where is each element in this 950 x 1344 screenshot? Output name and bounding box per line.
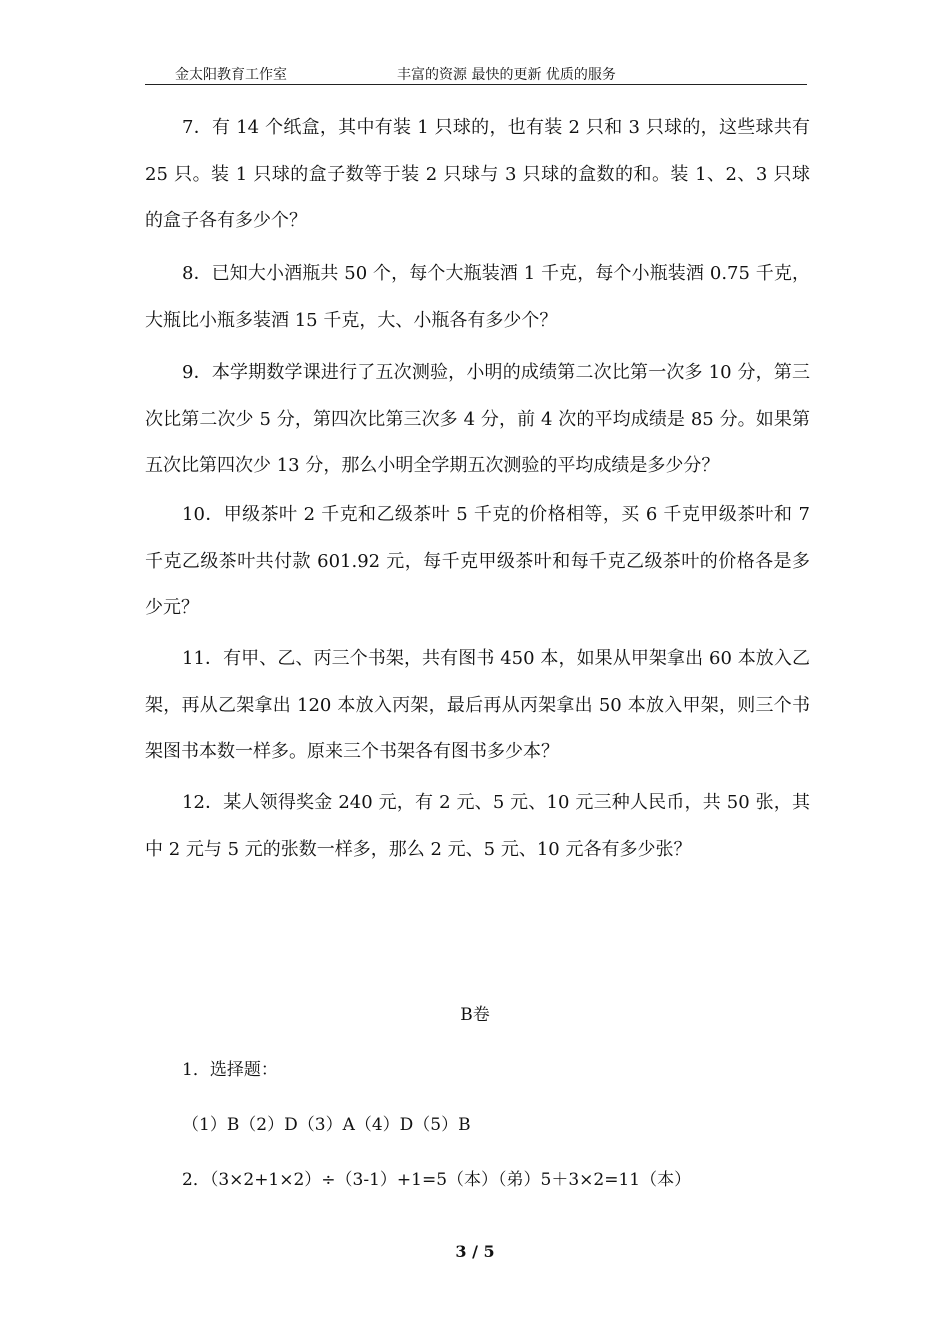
- section-b-answers: （1）B（2）D（3）A（4）D（5）B: [182, 1115, 471, 1135]
- question-7: 7．有 14 个纸盒，其中有装 1 只球的，也有装 2 只和 3 只球的，这些球共有 25 只。装 1 只球的盒子数等于装 2 只球与 3 只球的盒数的和。装 1、2、3 只球的盒子各有多少个？: [145, 117, 810, 231]
- question-10: 10．甲级茶叶 2 千克和乙级茶叶 5 千克的价格相等，买 6 千克甲级茶叶和 7 千克乙级茶叶共付款 601.92 元，每千克甲级茶叶和每千克乙级茶叶的价格各是多少元？: [145, 504, 810, 618]
- question-8: 8．已知大小酒瓶共 50 个，每个大瓶装酒 1 千克，每个小瓶装酒 0.75 千克，大瓶比小瓶多装酒 15 千克，大、小瓶各有多少个？: [145, 263, 810, 331]
- question-11: 11．有甲、乙、丙三个书架，共有图书 450 本，如果从甲架拿出 60 本放入乙架，再从乙架拿出 120 本放入丙架，最后再从丙架拿出 50 本放入甲架，则三个书架图书本数一样多。原来三个书架各有图书多少本？: [145, 648, 810, 762]
- section-b-title: B卷: [460, 1005, 490, 1025]
- section-b-item-1: 1．选择题：: [182, 1060, 278, 1080]
- header-left-text: 金太阳教育工作室: [175, 67, 287, 83]
- question-12: 12．某人领得奖金 240 元，有 2 元、5 元、10 元三种人民币，共 50 张，其中 2 元与 5 元的张数一样多，那么 2 元、5 元、10 元各有多少张？: [145, 792, 810, 860]
- page-header: [145, 62, 807, 85]
- page-number: 3 / 5: [455, 1242, 495, 1261]
- question-9: 9．本学期数学课进行了五次测验，小明的成绩第二次比第一次多 10 分，第三次比第二次少 5 分，第四次比第三次多 4 分，前 4 次的平均成绩是 85 分。如果第五次比第四次少 13 分，那么小明全学期五次测验的平均成绩是多少分？: [145, 362, 810, 476]
- section-b-item-2: 2．（3×2+1×2）÷（3-1）+1=5（本）（弟）5＋3×2=11（本）: [182, 1170, 692, 1190]
- header-right-text: 丰富的资源 最快的更新 优质的服务: [397, 67, 616, 83]
